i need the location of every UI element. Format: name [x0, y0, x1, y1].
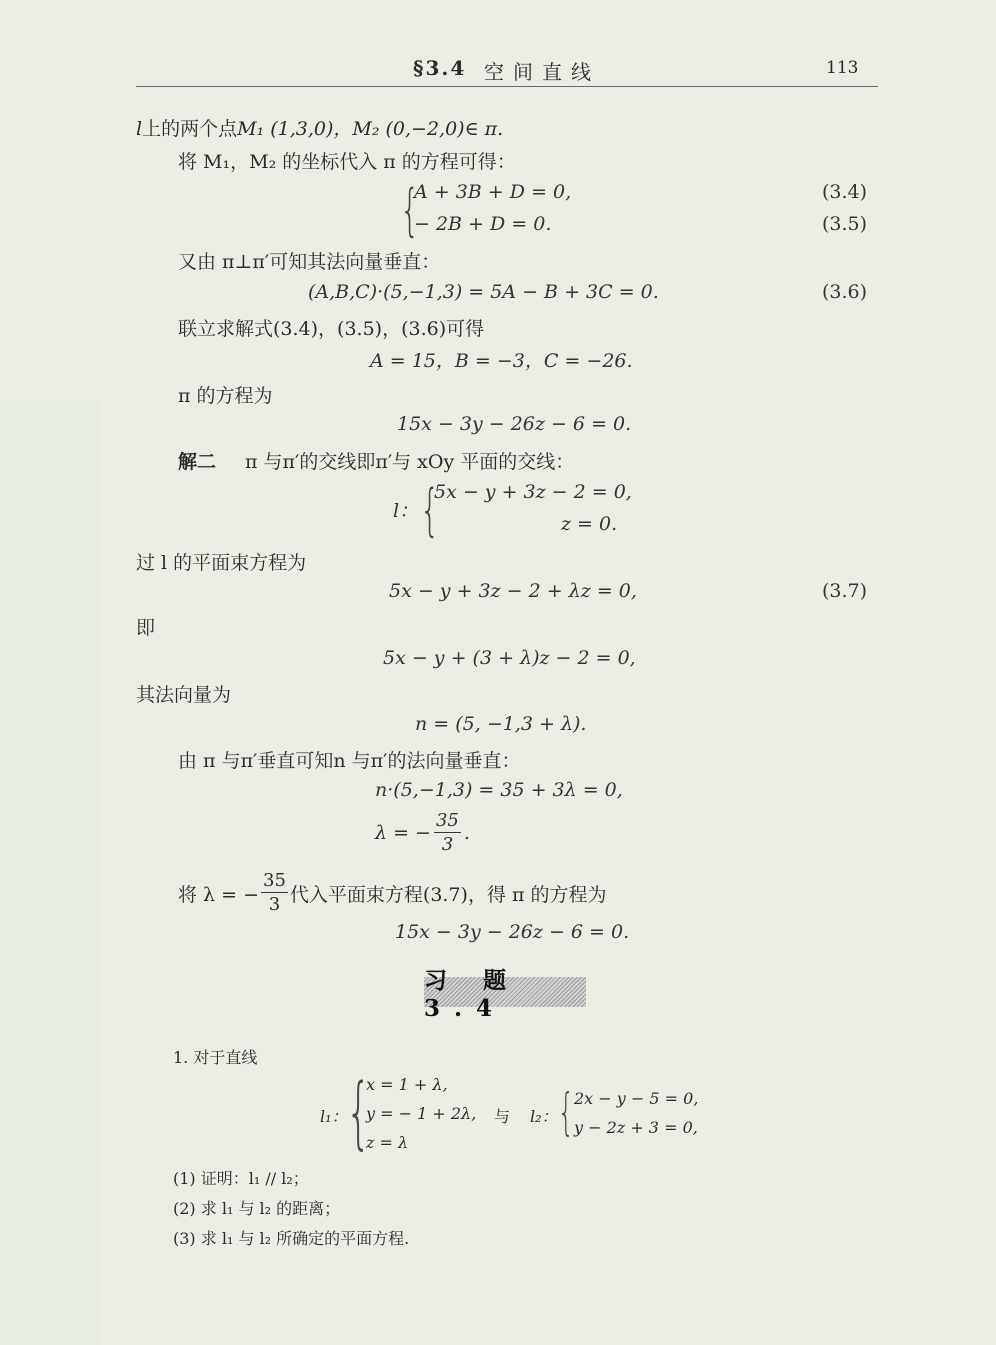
l1-eq-y: y = − 1 + 2λ, [366, 1104, 477, 1123]
line-l2-label: l₂： [530, 1107, 558, 1126]
text-line-solve: 联立求解式(3.4)，(3.5)，(3.6)可得 [178, 318, 485, 340]
l2-eq-2: y − 2z + 3 = 0, [574, 1118, 698, 1137]
equation-3-7: 5x − y + 3z − 2 + λz = 0, [389, 580, 637, 602]
brace-line-l: { [420, 478, 440, 543]
equation-number-3-6: (3.6) [822, 281, 868, 303]
equation-pi-1: 15x − 3y − 26z − 6 = 0. [397, 413, 632, 435]
fraction-35-3: $\frac{35}{3}$ [435, 810, 459, 855]
word-and: 与 [494, 1107, 511, 1126]
text-line-pi-eq: π 的方程为 [178, 385, 273, 407]
line-l1-label: l₁： [320, 1107, 348, 1126]
text-line-points: l上的两个点M₁ (1,3,0)，M₂ (0,−2,0)∈ π. [136, 118, 504, 140]
equation-line-l-2: z = 0. [561, 513, 618, 535]
equation-dot: n·(5,−1,3) = 35 + 3λ = 0, [375, 779, 623, 801]
l1-eq-x: x = 1 + λ, [366, 1075, 448, 1094]
line-l-label: l： [393, 500, 419, 522]
brace-l2: { [558, 1083, 574, 1141]
equation-line-l-1: 5x − y + 3z − 2 = 0, [434, 481, 632, 503]
text-line-normal-perp: 由 π 与π′垂直可知n 与π′的法向量垂直： [178, 750, 521, 772]
exercise-1-part-2: (2) 求 l₁ 与 l₂ 的距离； [173, 1199, 341, 1218]
l2-eq-1: 2x − y − 5 = 0, [574, 1089, 699, 1108]
section-number: §3.4 [413, 56, 467, 80]
brace-l1: { [346, 1068, 371, 1158]
equation-normal-vector: n = (5, −1,3 + λ). [415, 713, 587, 735]
text-line-intersection: π 与π′的交线即π′与 xOy 平面的交线： [245, 451, 575, 473]
l1-eq-z: z = λ [366, 1133, 409, 1152]
equation-3-5: − 2B + D = 0. [414, 213, 552, 235]
page-tint [0, 400, 100, 1345]
equation-lambda: λ = − $\frac{35}{3}$ . [375, 810, 470, 855]
equation-pi-final: 15x − 3y − 26z − 6 = 0. [395, 921, 630, 943]
fraction-35-3-inline: $\frac{35}{3}$ [263, 870, 286, 915]
page-number: 113 [826, 58, 859, 78]
text-line-perpendicular: 又由 π⊥π′可知其法向量垂直： [178, 251, 441, 273]
equation-abc: A = 15，B = −3，C = −26. [370, 350, 633, 372]
exercise-banner: 习 题 3.4 [424, 977, 586, 1007]
solution-two-label: 解二 [178, 451, 217, 473]
equation-3-4: A + 3B + D = 0, [414, 181, 572, 203]
equation-3-6: (A,B,C)·(5,−1,3) = 5A − B + 3C = 0. [308, 281, 659, 303]
exercise-1-part-3: (3) 求 l₁ 与 l₂ 所确定的平面方程. [173, 1229, 410, 1248]
brace-system-1: { [400, 178, 420, 243]
header-rule [136, 86, 878, 87]
equation-number-3-5: (3.5) [822, 213, 868, 235]
text-line-normal: 其法向量为 [136, 684, 232, 706]
exercise-1-part-1: (1) 证明：l₁ // l₂； [173, 1169, 309, 1188]
equation-number-3-7: (3.7) [822, 580, 868, 602]
text-line-pencil: 过 l 的平面束方程为 [136, 552, 307, 574]
text-line-substitute-lambda: 将 λ = − $\frac{35}{3}$ 代入平面束方程(3.7)，得 π 的方程为 [178, 870, 607, 915]
text-line-ji: 即 [136, 617, 156, 639]
equation-expanded: 5x − y + (3 + λ)z − 2 = 0, [383, 647, 636, 669]
exercise-1-intro: 1. 对于直线 [173, 1048, 258, 1067]
section-title: 空间直线 [484, 60, 600, 84]
equation-number-3-4: (3.4) [822, 181, 868, 203]
text-line-substitute: 将 M₁，M₂ 的坐标代入 π 的方程可得： [178, 151, 516, 173]
